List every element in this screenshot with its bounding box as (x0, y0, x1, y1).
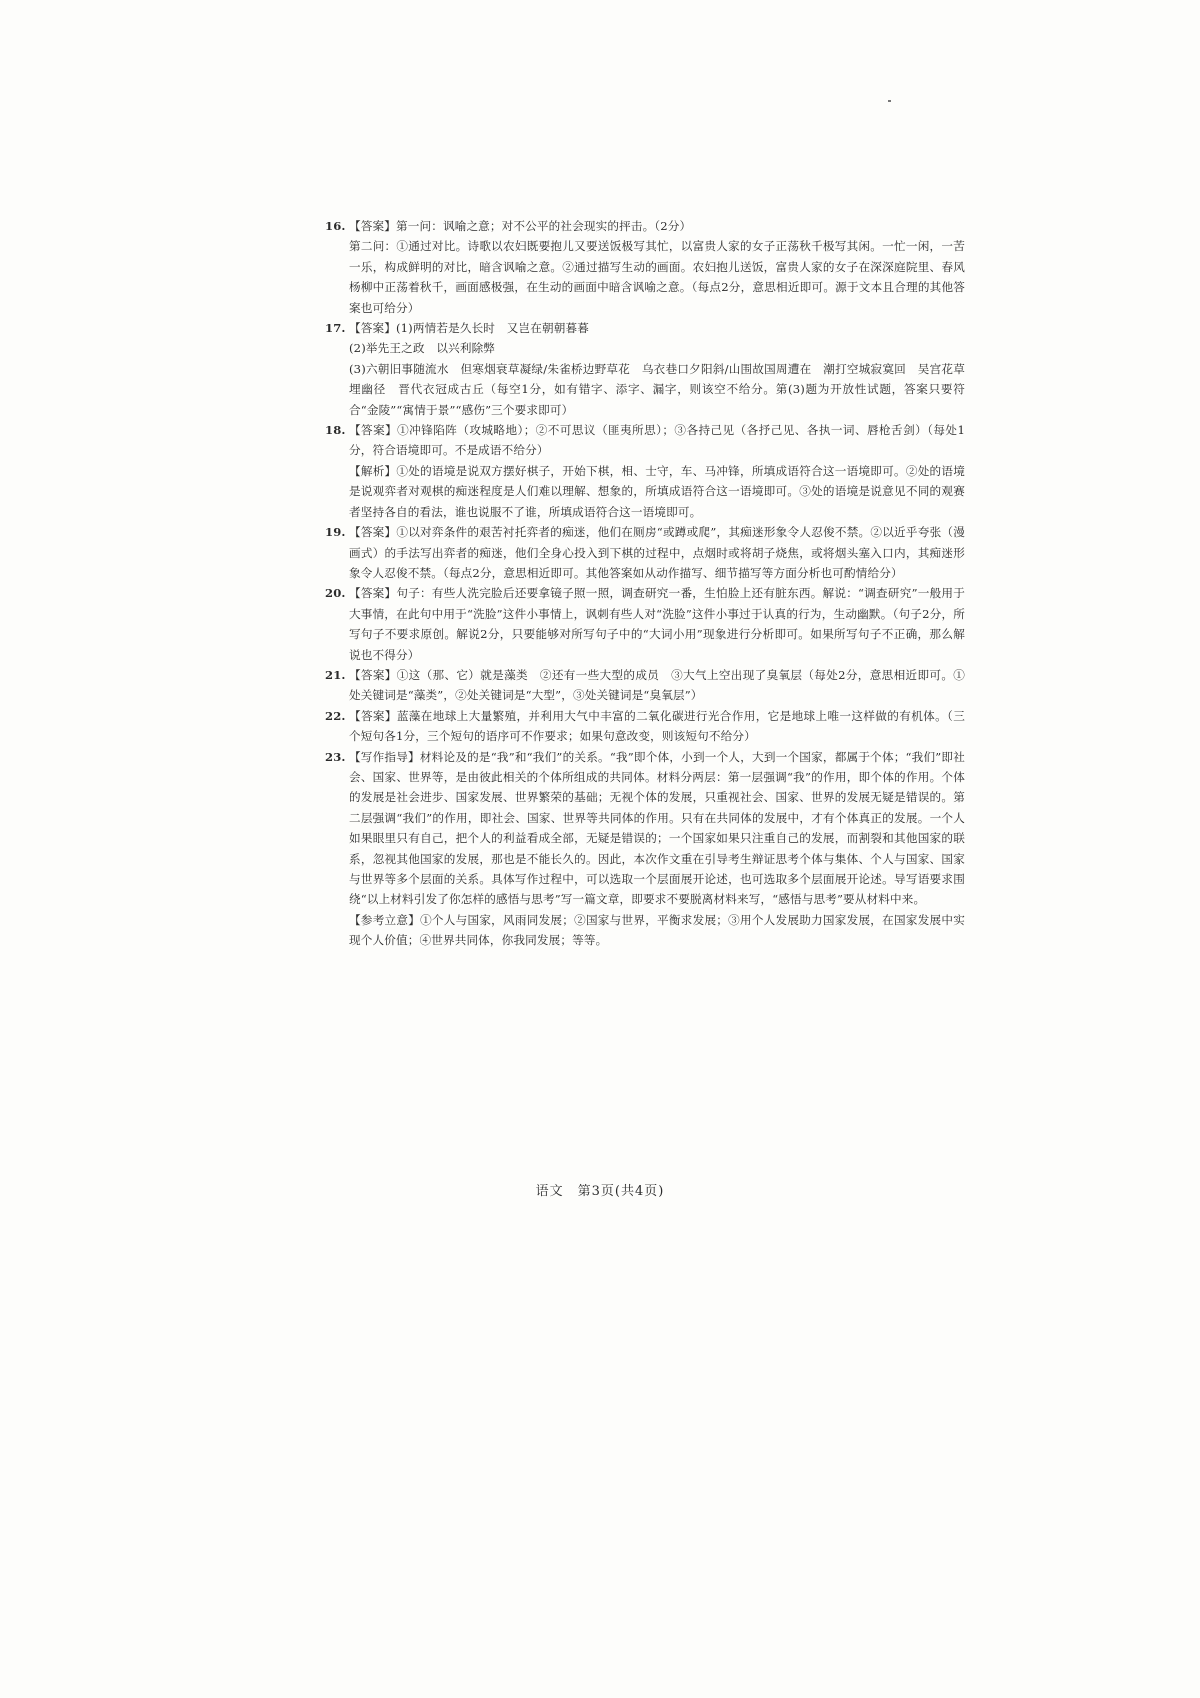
question-number: 16. (325, 219, 346, 233)
answer-line: 【答案】①以对弈条件的艰苦衬托弈者的痴迷，他们在厕房“或蹲或爬”，其痴迷形象令人忍俊不禁。②以近乎夸张（漫画式）的手法写出弈者的痴迷，他们全身心投入到下棋的过程中，点烟时或将胡子烧焦，或将烟头塞入口内，其痴迷形象令人忍俊不禁。（每点2分，意思相近即可。其他答案如从动作描写、细节描写等方面分析也可酌情给分） (349, 525, 965, 580)
question-17 (325, 318, 965, 420)
question-23 (325, 747, 965, 951)
question-number: 21. (325, 667, 346, 682)
scan-speck (888, 100, 891, 102)
question-16 (325, 216, 965, 318)
question-20 (325, 583, 965, 665)
question-number: 22. (325, 708, 346, 723)
answer-line: (2)举先王之政 以兴利除弊 (349, 341, 496, 356)
reference-theme: 【参考立意】①个人与国家，风雨同发展；②国家与世界，平衡求发展；③用个人发展助力国家发展，在国家发展中实现个人价值；④世界共同体，你我同发展；等等。 (349, 912, 965, 948)
question-number: 17. (325, 321, 346, 336)
question-19 (325, 522, 965, 583)
answer-line: 【答案】蓝藻在地球上大量繁殖，并利用大气中丰富的二氧化碳进行光合作用，它是地球上唯一这样做的有机体。（三个短句各1分，三个短句的语序可不作要求；如果句意改变，则该短句不给分） (349, 708, 965, 744)
answer-content (325, 216, 965, 951)
answer-line: 【答案】第一问：讽喻之意；对不公平的社会现实的抨击。（2分） (349, 219, 692, 233)
answer-line: 第二问：①通过对比。诗歌以农妇既要抱儿又要送饭极写其忙，以富贵人家的女子正荡秋千极写其闲。一忙一闲，一苦一乐，构成鲜明的对比，暗含讽喻之意。②通过描写生动的画面。农妇抱儿送饭，富贵人家的女子在深深庭院里、春风杨柳中正荡着秋千，画面感极强，在生动的画面中暗含讽喻之意。（每点2分，意思相近即可。源于文本且合理的其他答案也可给分） (349, 239, 965, 315)
question-number: 20. (325, 586, 346, 601)
answer-line: (3)六朝旧事随流水 但寒烟衰草凝绿/朱雀桥边野草花 乌衣巷口夕阳斜/山围故国周遭在 潮打空城寂寞回 吴宫花草埋幽径 晋代衣冠成古丘（每空1分，如有错字、添字、漏字，则该空不给分。第(3)题为开放性试题，答案只要符合“金陵”“寓情于景”“感伤”三个要求即可） (349, 361, 965, 417)
answer-line: 【答案】①冲锋陷阵（攻城略地）；②不可思议（匪夷所思）；③各持己见（各抒己见、各执一词、唇枪舌剑）（每处1分，符合语境即可。不是成语不给分） (349, 423, 965, 458)
answer-line: 【答案】(1)两情若是久长时 又岂在朝朝暮暮 (349, 321, 590, 336)
answer-line: 【答案】句子：有些人洗完脸后还要拿镜子照一照，调查研究一番，生怕脸上还有脏东西。解说：“调查研究”一般用于大事情，在此句中用于“洗脸”这件小事情上，讽刺有些人对“洗脸”这件小事过于认真的行为，生动幽默。（句子2分，所写句子不要求原创。解说2分，只要能够对所写句子中的“大词小用”现象进行分析即可。如果所写句子不正确，那么解说也不得分） (349, 586, 965, 662)
answer-line: 【答案】①这（那、它）就是藻类 ②还有一些大型的成员 ③大气上空出现了臭氧层（每处2分，意思相近即可。①处关键词是“藻类”，②处关键词是“大型”，③处关键词是“臭氧层”） (349, 667, 965, 703)
writing-guide: 【写作指导】材料论及的是“我”和“我们”的关系。“我”即个体，小到一个人，大到一个国家，都属于个体；“我们”即社会、国家、世界等，是由彼此相关的个体所组成的共同体。材料分两层：第一层强调“我”的作用，即个体的作用。个体的发展是社会进步、国家发展、世界繁荣的基础；无视个体的发展，只重视社会、国家、世界的发展无疑是错误的。第二层强调“我们”的作用，即社会、国家、世界等共同体的作用。只有在共同体的发展中，才有个体真正的发展。一个人如果眼里只有自己，把个人的利益看成全部，无疑是错误的；一个国家如果只注重自己的发展，而割裂和其他国家的联系，忽视其他国家的发展，那也是不能长久的。因此，本次作文重在引导考生辩证思考个体与集体、个人与国家、国家与世界等多个层面的关系。具体写作过程中，可以选取一个层面展开论述，也可选取多个层面展开论述。导写语要求围绕“以上材料引发了你怎样的感悟与思考”写一篇文章，即要求不要脱离材料来写，“感悟与思考”要从材料中来。 (349, 749, 965, 907)
question-number: 19. (325, 525, 346, 540)
question-22 (325, 706, 965, 747)
question-number: 18. (325, 423, 346, 438)
question-18 (325, 420, 965, 522)
analysis-line: 【解析】①处的语境是说双方摆好棋子，开始下棋，相、士守，车、马冲锋，所填成语符合这一语境即可。②处的语境是说观弈者对观棋的痴迷程度是人们难以理解、想象的，所填成语符合这一语境即可。③处的语境是说意见不同的观赛者坚持各自的看法，谁也说服不了谁，所填成语符合这一语境即可。 (349, 463, 965, 519)
page-footer: 语文 第3页(共4页) (535, 1184, 665, 1199)
question-number: 23. (325, 749, 346, 764)
question-21 (325, 665, 965, 706)
